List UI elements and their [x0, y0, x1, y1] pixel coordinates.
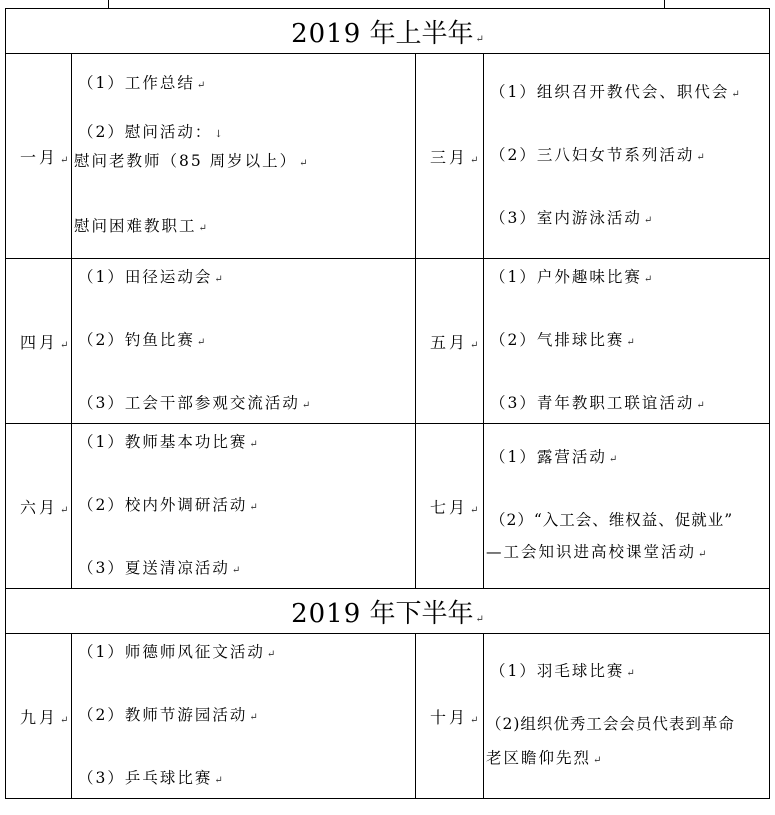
activity-cell	[484, 54, 770, 259]
page-top-marks	[0, 0, 775, 8]
header-row-second-half	[6, 589, 770, 634]
header-year: 2019	[291, 598, 362, 629]
activity-cell	[72, 424, 416, 589]
month-label: 六月 ↵	[6, 424, 72, 589]
month-label: 五月 ↵	[416, 259, 484, 424]
top-mark-line	[108, 0, 109, 8]
activity-item: （2）慰问活动： ↓	[78, 123, 223, 141]
activity-item: （2)组织优秀工会会员代表到革命	[486, 715, 735, 733]
month-label: 三月 ↵	[416, 54, 484, 259]
top-mark-line	[664, 0, 665, 8]
activity-item: —工会知识进高校课堂活动 ↵	[486, 543, 707, 561]
activity-item: （1）羽毛球比赛 ↵	[490, 662, 635, 680]
activity-item: （3）夏送清凉活动 ↵	[78, 558, 241, 577]
table-row	[6, 634, 770, 799]
month-label: 一月 ↵	[6, 54, 72, 259]
activity-item: （3）室内游泳活动 ↵	[490, 208, 653, 227]
header-title: 年上半年	[369, 18, 474, 49]
activity-item: （1）师德师风征文活动 ↵	[78, 642, 276, 661]
activity-item: （2）三八妇女节系列活动 ↵	[490, 145, 705, 164]
section-header-first-half	[6, 9, 770, 54]
section-header-second-half	[6, 589, 770, 634]
header-year: 2019	[291, 18, 362, 49]
activity-item: （3）工会干部参观交流活动 ↵	[78, 393, 311, 412]
activity-cell	[72, 54, 416, 259]
activity-item: 慰问老教师（85 周岁以上） ↵	[74, 152, 308, 170]
activity-cell	[72, 634, 416, 799]
activity-cell	[484, 424, 770, 589]
activity-item: （1）教师基本功比赛 ↵	[78, 432, 258, 451]
activity-item: 慰问困难教职工 ↵	[74, 217, 207, 235]
activity-item: 老区瞻仰先烈 ↵	[486, 749, 602, 767]
table-row	[6, 259, 770, 424]
month-label: 九月 ↵	[6, 634, 72, 799]
activity-item: （3）青年教职工联谊活动 ↵	[490, 393, 705, 412]
paragraph-mark: ↵	[475, 33, 484, 45]
activity-item: （2）校内外调研活动 ↵	[78, 495, 258, 514]
activity-item: （2）“入工会、维权益、促就业”	[490, 511, 734, 529]
month-label: 十月 ↵	[416, 634, 484, 799]
month-label: 七月 ↵	[416, 424, 484, 589]
activity-schedule-table	[5, 8, 770, 799]
header-row-first-half	[6, 9, 770, 54]
activity-item: （1）露营活动 ↵	[490, 448, 618, 466]
activity-cell	[484, 259, 770, 424]
activity-item: （1）组织召开教代会、职代会 ↵	[490, 82, 740, 101]
activity-item: （2）钓鱼比赛 ↵	[78, 330, 206, 349]
table-row	[6, 54, 770, 259]
activity-cell	[72, 259, 416, 424]
activity-item: （3）乒乓球比赛 ↵	[78, 768, 223, 787]
paragraph-mark: ↵	[475, 613, 484, 625]
month-label: 四月 ↵	[6, 259, 72, 424]
activity-item: （1）工作总结 ↵	[78, 74, 206, 92]
activity-item: （1）户外趣味比赛 ↵	[490, 267, 653, 286]
activity-item: （2）教师节游园活动 ↵	[78, 705, 258, 724]
activity-item: （2）气排球比赛 ↵	[490, 330, 635, 349]
activity-cell	[484, 634, 770, 799]
activity-item: （1）田径运动会 ↵	[78, 267, 223, 286]
table-row	[6, 424, 770, 589]
header-title: 年下半年	[369, 598, 474, 629]
